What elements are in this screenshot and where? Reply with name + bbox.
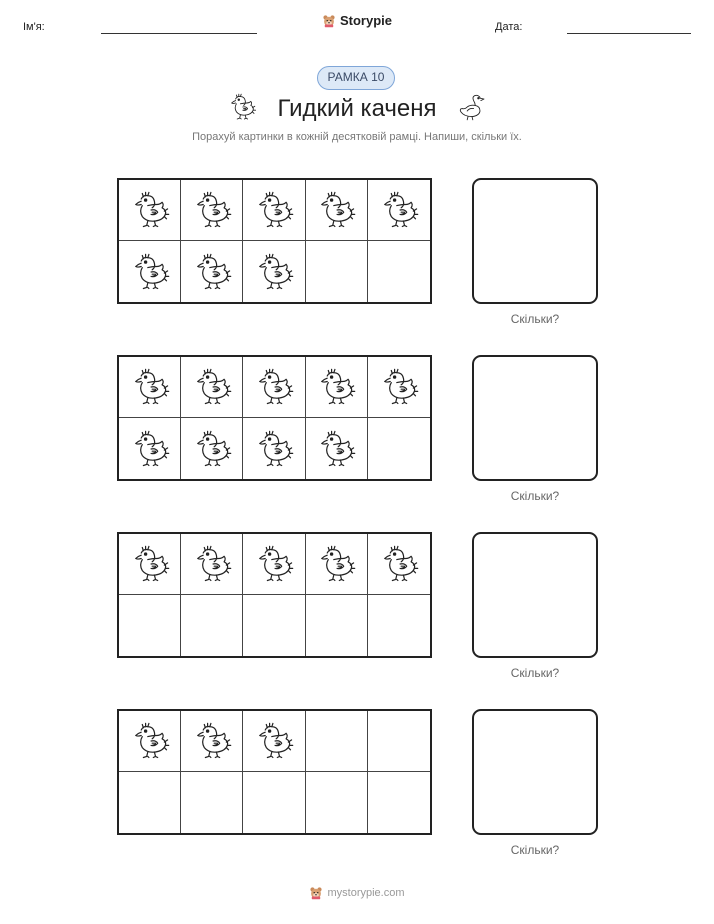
answer-label: Скільки? (510, 489, 560, 503)
answer-label: Скільки? (510, 312, 560, 326)
frame-cell (368, 595, 430, 656)
duckling-icon (190, 719, 234, 763)
frame-cell (181, 711, 243, 772)
frame-cell (119, 418, 181, 479)
ten-frame-row (0, 532, 714, 702)
brand-name: Storypie (339, 13, 392, 28)
duckling-icon (314, 427, 358, 471)
instructions: Порахуй картинки в кожній десятковій рамці. Напиши, скільки їх. (192, 131, 522, 143)
frame-cell (306, 595, 368, 656)
frame-cell (119, 357, 181, 418)
frame-cell (119, 711, 181, 772)
name-label: Ім'я: (23, 21, 45, 33)
answer-box[interactable] (472, 178, 598, 304)
duckling-icon (252, 365, 296, 409)
frame-cell (243, 595, 305, 656)
answer-label: Скільки? (510, 843, 560, 857)
duckling-icon (252, 427, 296, 471)
bear-logo-icon (322, 14, 336, 28)
date-line[interactable] (567, 33, 691, 34)
answer-box[interactable] (472, 532, 598, 658)
frame-cell (181, 180, 243, 241)
footer-url[interactable]: mystorypie.com (327, 887, 405, 899)
duckling-icon (252, 719, 296, 763)
ten-frame (117, 709, 432, 835)
frame-cell (306, 357, 368, 418)
duckling-icon (377, 542, 421, 586)
duckling-icon (128, 542, 172, 586)
answer-label: Скільки? (510, 666, 560, 680)
duckling-icon (190, 188, 234, 232)
frame-cell (368, 180, 430, 241)
frame-cell (243, 357, 305, 418)
ten-frame-row (0, 709, 714, 879)
duckling-icon (128, 250, 172, 294)
frame-cell (306, 711, 368, 772)
duckling-icon (377, 365, 421, 409)
frame-cell (181, 241, 243, 302)
duckling-icon (314, 365, 358, 409)
frame-cell (181, 595, 243, 656)
frame-cell (181, 418, 243, 479)
frame-cell (243, 180, 305, 241)
ten-frame (117, 355, 432, 481)
brand-header (0, 13, 714, 33)
answer-box[interactable] (472, 355, 598, 481)
duckling-icon (252, 188, 296, 232)
frame-cell (119, 534, 181, 595)
duckling-icon (190, 427, 234, 471)
frame-cell (306, 418, 368, 479)
duckling-icon (314, 188, 358, 232)
frame-cell (243, 772, 305, 833)
duckling-icon (128, 427, 172, 471)
answer-box[interactable] (472, 709, 598, 835)
frame-cell (181, 534, 243, 595)
frame-cell (368, 241, 430, 302)
ten-frame (117, 178, 432, 304)
frame-cell (243, 534, 305, 595)
frame-cell (119, 595, 181, 656)
frame-cell (306, 180, 368, 241)
duckling-icon (128, 365, 172, 409)
frame-cell (243, 241, 305, 302)
page-title: Гидкий каченя (277, 95, 437, 122)
frame-cell (368, 772, 430, 833)
frame-cell (306, 534, 368, 595)
frame-cell (368, 357, 430, 418)
frame-badge: РАМКА 10 (317, 66, 395, 90)
duckling-icon (190, 542, 234, 586)
ten-frame-row (0, 355, 714, 525)
date-label: Дата: (495, 21, 523, 33)
duckling-icon (252, 250, 296, 294)
frame-cell (368, 418, 430, 479)
frame-cell (181, 357, 243, 418)
footer (0, 886, 714, 903)
frame-cell (243, 711, 305, 772)
duckling-icon (377, 188, 421, 232)
duck-icon (456, 91, 488, 123)
ten-frame (117, 532, 432, 658)
frame-cell (119, 241, 181, 302)
ten-frame-row (0, 178, 714, 348)
frame-cell (119, 180, 181, 241)
bear-logo-icon (309, 886, 323, 900)
duckling-icon (190, 365, 234, 409)
duckling-icon (252, 542, 296, 586)
duckling-icon (128, 719, 172, 763)
frame-cell (119, 772, 181, 833)
frame-cell (181, 772, 243, 833)
duckling-icon (190, 250, 234, 294)
frame-cell (368, 534, 430, 595)
frame-cell (306, 241, 368, 302)
duckling-icon (128, 188, 172, 232)
frame-cell (306, 772, 368, 833)
duckling-icon (314, 542, 358, 586)
frame-cell (368, 711, 430, 772)
frame-cell (243, 418, 305, 479)
name-line[interactable] (101, 33, 257, 34)
